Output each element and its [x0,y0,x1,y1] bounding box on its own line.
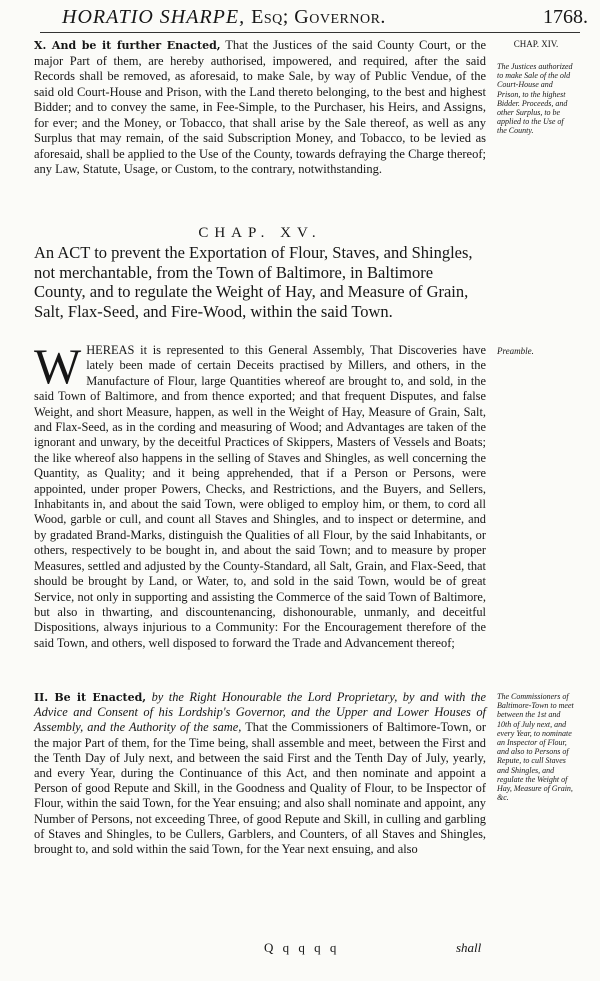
section-x-lead: X. And be it further Enacted, [34,39,221,52]
running-title-office: Esq; Governor. [251,6,386,28]
section-ii-paragraph [34,690,486,857]
running-title-name: HORATIO SHARPE, [62,6,246,28]
signature-mark: Q q q q q [264,940,340,955]
margin-note-section-ii: The Commissioners of Baltimore-Town to meet between the 1st and 10th of July next, and every Year, to nominate an Inspector of Flour, and also to Persons of Repute, to cull Staves and Shingles, and regulate the Weight of Hay, Measure of Grain, &c. [497,692,574,803]
section-x-paragraph [34,38,486,178]
section-ii-lead: II. Be it Enacted, [34,691,147,704]
preamble-paragraph [34,338,486,651]
section-ii-enacting-clause: by the Right Honourable the Lord Proprietary, by and with the Advice and Consent of his Lordship's Governor, and the Upper and Lower Houses of Assembly, and the Authority of the same, [34,690,486,735]
page-year: 1768. [543,6,588,28]
page-header [40,4,588,33]
act-title: An ACT to prevent the Exportation of Flour, Staves, and Shingles, not merchantable, from the Town of Baltimore, in Baltimore County, and to regulate the Weight of Hay, and Measure of Grain, Salt, Flax-Seed, and Fire-Wood, within the said Town. [34,243,473,321]
margin-note-preamble: Preamble. [497,346,534,356]
running-title [62,6,386,29]
preamble-first-word: HEREAS [86,343,135,357]
chapter-15-heading: CHAP. XV. [198,225,322,241]
section-x-text: That the Justices of the said County Court, or the major Part of them, are hereby authorised, impowered, and required, after the said Records shall be removed, as aforesaid, to make Sale, by way of Public Vendue, of the said old Court-House and Prison, with the Land thereto belonging, to the best and highest Bidder; and to convey the same, in Fee-Simple, to the Purchaser, his Heirs, and Assigns, for ever; and the Money, or Tobacco, that shall arise by the Sale thereof, as well as any Surplus that may remain, of the said Subscription Money, and Tobacco, to be levied as aforesaid, shall be applied to the Use of the County, towards defraying the Charge thereof; any Law, Statute, Usage, or Custom, to the contrary, notwithstanding. [34,38,486,176]
catchword: shall [456,940,482,955]
drop-cap: W [34,338,82,394]
margin-chap-14: CHAP. XIV. [513,39,559,49]
margin-note-section-x: The Justices authorized to make Sale of the old Court-House and Prison, to the highest Bidder. Proceeds, and other Surplus, to be applied to the Use of the County. [497,62,573,136]
preamble-text: it is represented to this General Assembly, That Discoveries have lately been made of certain Deceits practised by Millers, and others, in the Manufacture of Flour, large Quantities whereof are brought to, and sold, in the said Town of Baltimore, and from thence exported; and that frequent Disputes, and false Weight, and short Measure, happen, as well in the Weight of Hay, Measure of Grain, Salt, and Flax-Seed, as in the cording and measuring of Wood; and Advantages are taken of the ignorant and unwary, by the deceitful Practices of Skippers, Masters of Vessels and Boats; the like whereof also happens in the selling of Staves and Shingles, as well concerning the Quantity, as Quality; and it being apprehended, that if a Person or Persons, were appointed, under proper Powers, Checks, and Restrictions, and the Buyers, and Sellers, Inhabitants in, and about the said Town, were obliged to employ him, or them, to cord all Wood, garble or cull, and count all Staves and Shingles, and to inspect or determine, and by gradated Brand-Marks, distinguish the Qualities of all Flour, by the said Inhabitants, or others, respectively to be bought in, and about the said Town; and to measure by proper Measures, settled and adjusted by the County-Standard, all Salt, Grain, and Flax-Seed, that should be brought by Land, or Water, to, and sold in the said Town, would be of great Service, not only in supporting and assisting the Commerce of the said Town of Baltimore, but also in thwarting, and discountenancing, dishonourable, unmanly, and deceitful Dispositions, always injurious to a Community: For the Encouragement therefore of the said Town, and others, well disposed to forward the Trade and Advancement thereof; [34,343,486,650]
section-ii-text: That the Commissioners of Baltimore-Town, or the major Part of them, for the Time being, shall assemble and meet, between the First and the Tenth Day of July next, and between the said First and the Tenth Day of July, yearly, and every Year, during the Continuance of this Act, and then nominate and appoint a Person of good Repute and Skill, in the Goodness and Quality of Flour, to be Inspector of Flour, within the said Town, for the Year ensuing; and also shall nominate and appoint, any Number of Persons, not exceeding Three, of good Repute and Skill, in culling and garbling of Staves and Shingles, to be Cullers, Garblers, and Counters, of all Staves and Shingles, brought to, and sold within the said Town, for the Year next ensuing, and also [34,720,486,857]
